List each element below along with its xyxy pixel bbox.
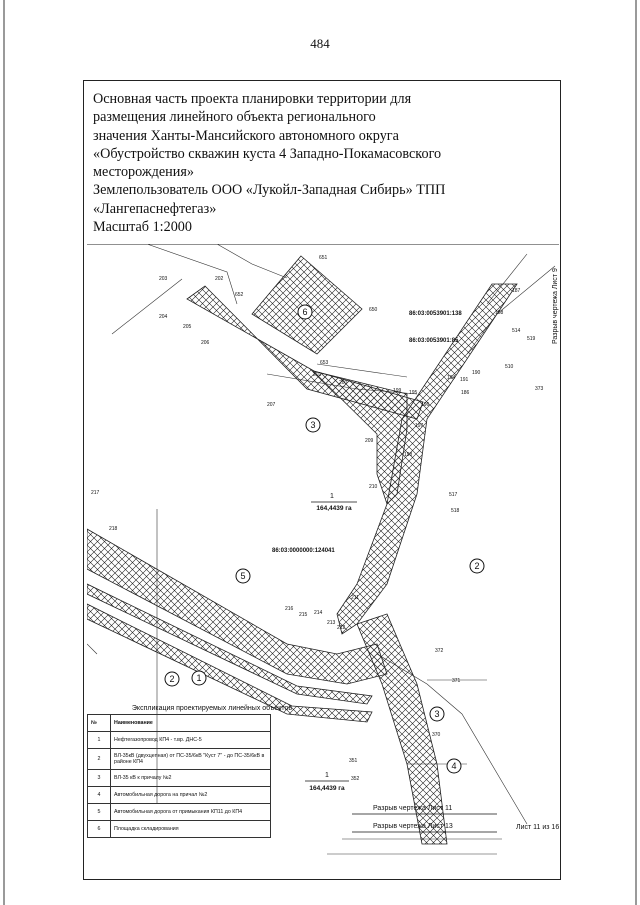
object-marker-label: 2 [169, 674, 175, 684]
area-upper-value: 164,4439 га [316, 505, 352, 512]
legend-row [88, 749, 271, 770]
point-label: 371 [452, 678, 461, 684]
point-label: 204 [159, 314, 168, 320]
point-label: 653 [320, 360, 329, 366]
title-line-8: Масштаб 1:2000 [93, 219, 192, 236]
legend-row-name: ВЛ-35 кВ к причалу №2 [111, 770, 271, 787]
point-label: 191 [460, 377, 469, 383]
section-break-label: Разрыв чертежа Лист 9 [552, 268, 559, 344]
point-label: 186 [461, 390, 470, 396]
object-marker-label: 6 [302, 307, 308, 317]
legend-table [87, 714, 271, 838]
object-marker-label: 3 [310, 420, 316, 430]
legend-row-num: 5 [88, 804, 111, 821]
cadastral-number: 86:03:0000000:124041 [272, 548, 335, 554]
title-line-6: Землепользователь ООО «Лукойл-Западная Сибирь» ТПП [93, 182, 446, 199]
point-label: 198 [404, 452, 413, 458]
point-label: 207 [267, 402, 276, 408]
legend-row-name: Автомобильная дорога от примыкания КП11 до КП4 [111, 804, 271, 821]
legend-row [88, 732, 271, 749]
left-page-edge [3, 0, 5, 905]
object-marker-label: 5 [240, 571, 246, 581]
title-line-2: размещения линейного объекта регионального [93, 109, 376, 126]
point-label: 196 [421, 402, 430, 408]
point-label: 200 [339, 380, 348, 386]
legend-row-name: Нефтегазопровод КП4 - т.вр. ДНС-5 [111, 732, 271, 749]
point-label: 214 [314, 610, 323, 616]
title-line-4: «Обустройство скважин куста 4 Западно-Покамасовского [93, 145, 442, 162]
point-label: 510 [505, 364, 514, 370]
point-label: 210 [369, 484, 378, 490]
cadastral-labels [272, 311, 462, 554]
section-break-label: Разрыв чертежа Лист 13 [373, 823, 453, 830]
point-label: 650 [369, 307, 378, 313]
legend-row-name: Площадка складирования [111, 821, 271, 838]
point-label: 206 [201, 340, 210, 346]
legend-row [88, 787, 271, 804]
point-label: 201 [313, 372, 322, 378]
point-label: 218 [109, 526, 118, 532]
point-label: 651 [319, 255, 328, 261]
point-label: 519 [527, 336, 536, 342]
section-break-label: Разрыв чертежа Лист 11 [373, 805, 453, 812]
point-label: 211 [351, 595, 359, 601]
title-line-7: «Лангепаснефтегаз» [93, 200, 217, 217]
point-label: 203 [159, 276, 168, 282]
cadastral-number: 86:03:0053901:138 [409, 311, 462, 317]
cadastral-number: 86:03:0053901:85 [409, 338, 459, 344]
legend-row-num: 3 [88, 770, 111, 787]
point-label: 352 [351, 776, 360, 782]
legend-row-name: ВЛ-35кВ (двухцепная) от ПС-35/6кВ "Куст 7" - до ПС-35/6кВ в районе КП4 [111, 749, 271, 770]
area-lower-num: 1 [325, 772, 329, 779]
point-label: 212 [337, 625, 346, 631]
point-label: 216 [285, 606, 294, 612]
title-line-5: месторождения» [93, 164, 194, 181]
legend-header-row [88, 715, 271, 732]
point-label: 217 [91, 490, 100, 496]
point-label: 373 [535, 386, 544, 392]
point-label: 514 [512, 328, 521, 334]
legend-row-name: Автомобильная дорога на причал №2 [111, 787, 271, 804]
page-number: 484 [310, 36, 330, 51]
point-label: 187 [512, 288, 521, 294]
title-line-3: значения Ханты-Мансийского автономного округа [93, 127, 399, 144]
legend-row [88, 804, 271, 821]
sheet-number-label: Лист 11 из 16 [516, 824, 560, 831]
legend-title: Экспликация проектируемых линейных объектов [131, 705, 293, 712]
legend-row-num: 1 [88, 732, 111, 749]
point-label: 188 [495, 310, 504, 316]
point-label: 215 [299, 612, 308, 618]
legend-row-num: 6 [88, 821, 111, 838]
point-label: 652 [235, 292, 244, 298]
point-label: 195 [409, 390, 418, 396]
title-line-1: Основная часть проекта планировки территории для [93, 91, 412, 107]
point-label: 517 [449, 492, 458, 498]
area-upper-num: 1 [330, 493, 334, 500]
point-label: 190 [472, 370, 481, 376]
legend-row-num: 2 [88, 749, 111, 770]
object-marker-label: 1 [196, 673, 202, 683]
point-label: 213 [327, 620, 336, 626]
point-label: 351 [349, 758, 358, 764]
legend [87, 705, 337, 838]
point-label: 202 [215, 276, 224, 282]
point-label: 370 [432, 732, 441, 738]
right-page-edge [635, 0, 637, 905]
object-marker-label: 2 [474, 561, 480, 571]
object-marker-label: 3 [434, 709, 440, 719]
point-label: 194 [447, 375, 456, 381]
legend-row [88, 770, 271, 787]
legend-row [88, 821, 271, 838]
object-marker-label: 4 [451, 761, 457, 771]
point-label: 372 [435, 648, 444, 654]
legend-col-name: Наименование [111, 715, 271, 732]
legend-row-num: 4 [88, 787, 111, 804]
area-lower-value: 164,4439 га [309, 785, 345, 792]
point-label: 205 [183, 324, 192, 330]
legend-col-num: № [88, 715, 111, 732]
point-label: 518 [451, 508, 460, 514]
point-label: 197 [415, 423, 424, 429]
point-label: 199 [393, 388, 402, 394]
title-block [93, 90, 553, 236]
point-label: 209 [365, 438, 374, 444]
